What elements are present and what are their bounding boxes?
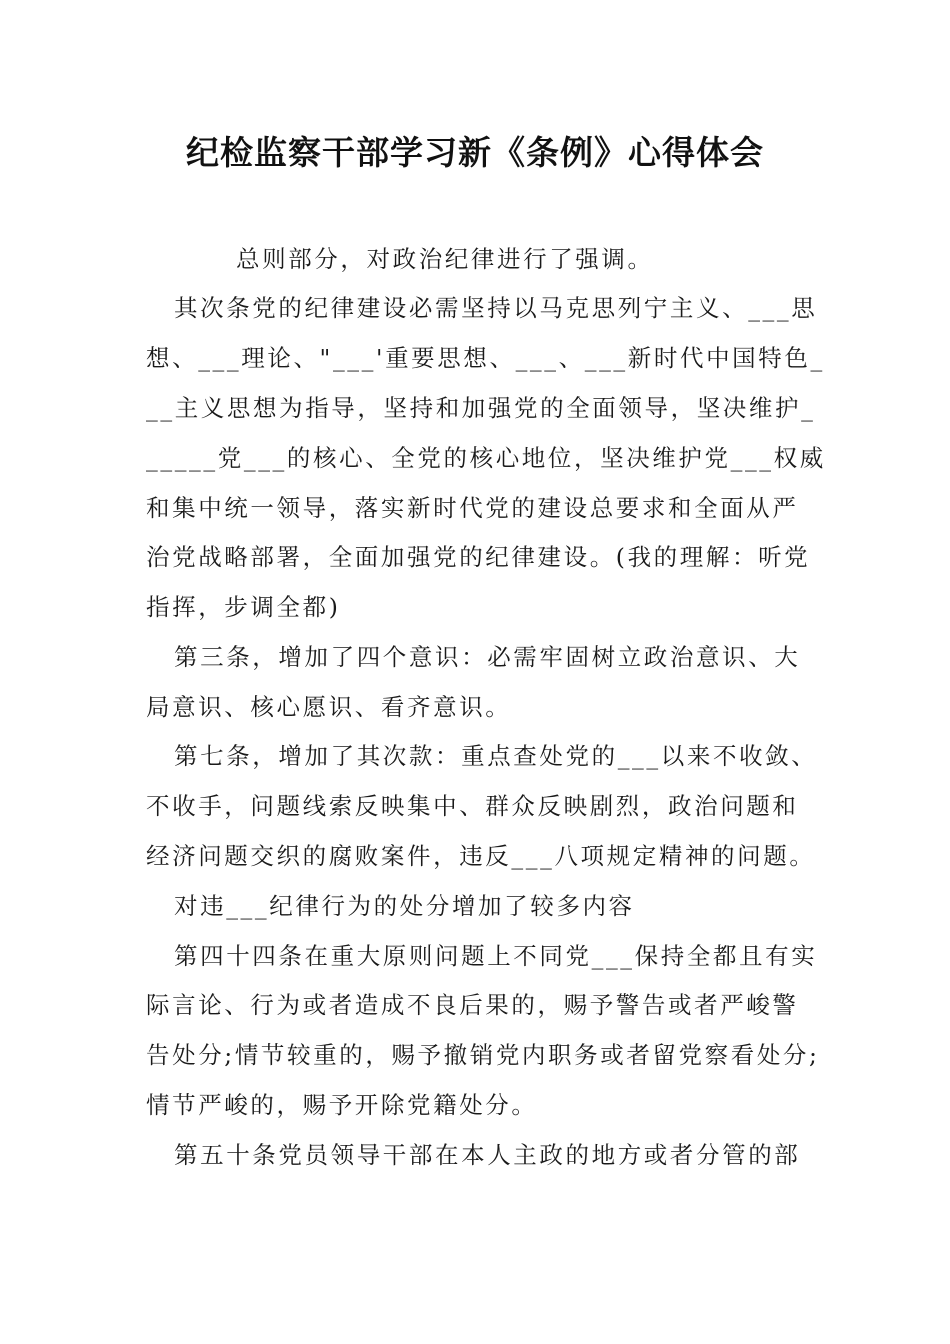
paragraph-line: 告处分;情节较重的，赐予撤销党内职务或者留党察看处分; bbox=[146, 1041, 820, 1069]
paragraph-line: 局意识、核心愿识、看齐意识。 bbox=[146, 693, 512, 721]
paragraph-line: 际言论、行为或者造成不良后果的，赐予警告或者严峻警 bbox=[146, 991, 799, 1019]
document-title: 纪检监察干部学习新《条例》心得体会 bbox=[186, 133, 764, 172]
paragraph-line: 对违___纪律行为的处分增加了较多内容 bbox=[174, 892, 635, 920]
paragraph-line: _____党___的核心、全党的核心地位，坚决维护党___权威 bbox=[146, 444, 826, 472]
paragraph-line: __主义思想为指导，坚持和加强党的全面领导，坚决维护_ bbox=[146, 394, 816, 422]
paragraph-line: 其次条党的纪律建设必需坚持以马克思列宁主义、___思 bbox=[174, 294, 818, 322]
paragraph-line: 治党战略部署，全面加强党的纪律建设。(我的理解：听党 bbox=[146, 543, 811, 571]
paragraph-line: 第七条，增加了其次款：重点查处党的___以来不收敛、 bbox=[174, 742, 818, 770]
paragraph-line: 情节严峻的，赐予开除党籍处分。 bbox=[146, 1091, 538, 1119]
paragraph-line: 想、___理论、"___'重要思想、___、___新时代中国特色_ bbox=[146, 344, 825, 372]
paragraph-line: 经济问题交织的腐败案件，违反___八项规定精神的问题。 bbox=[146, 842, 816, 870]
paragraph-line: 第四十四条在重大原则问题上不同党___保持全都且有实 bbox=[174, 942, 818, 970]
paragraph-line: 和集中统一领导，落实新时代党的建设总要求和全面从严 bbox=[146, 494, 799, 522]
paragraph-line: 不收手，问题线索反映集中、群众反映剧烈，政治问题和 bbox=[146, 792, 799, 820]
paragraph-line: 第三条，增加了四个意识：必需牢固树立政治意识、大 bbox=[174, 643, 801, 671]
paragraph-line: 指挥，步调全都) bbox=[146, 593, 341, 621]
paragraph-line: 总则部分，对政治纪律进行了强调。 bbox=[236, 245, 654, 273]
paragraph-line: 第五十条党员领导干部在本人主政的地方或者分管的部 bbox=[174, 1141, 801, 1169]
